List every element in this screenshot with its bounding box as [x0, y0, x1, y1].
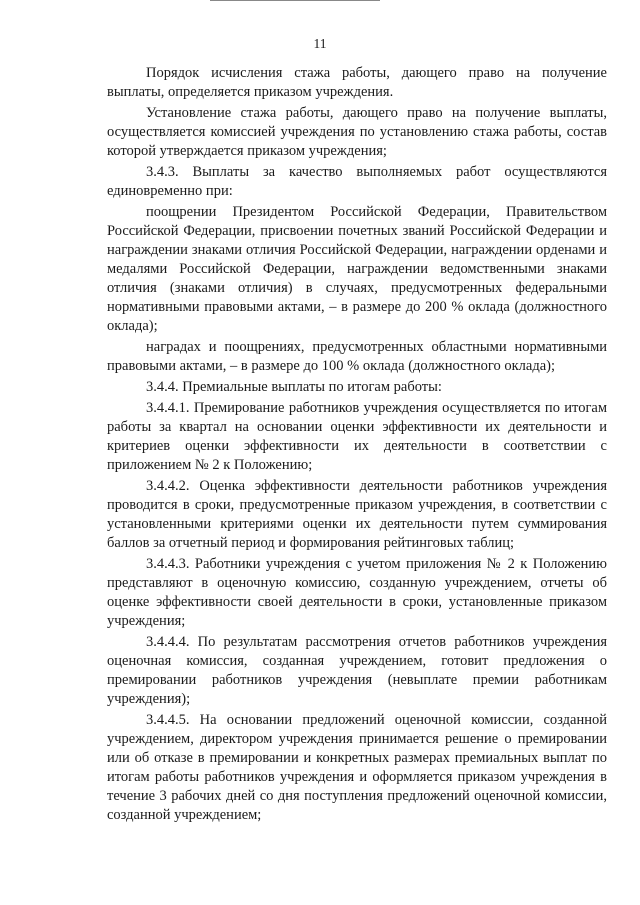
paragraph-3-4-4-5: 3.4.4.5. На основании предложений оценочной комиссии, созданной учреждением, директором учреждения принимается решение о премировании или об отказе в премировании и конкретных размерах премиальных выплат по итогам работы работников учреждения и оформляется приказом учреждения в течение 3 рабочих дней со дня поступления предложений оценочной комиссии, созданной учреждением; [107, 712, 607, 823]
paragraph-3-4-4-1: 3.4.4.1. Премирование работников учреждения осуществляется по итогам работы за квартал на основании оценки эффективности их деятельности и критериев оценки эффективности их деятельности в соответствии с приложением № 2 к Положению; [107, 400, 607, 473]
page-number: 11 [313, 36, 327, 51]
paragraph-3-4-4-4: 3.4.4.4. По результатам рассмотрения отчетов работников учреждения оценочная комиссия, созданная учреждением, готовит предложения о премировании работников учреждения (невыплате премии работникам учреждения); [107, 634, 607, 707]
document-body [107, 64, 607, 827]
paragraph-3-4-4-2: 3.4.4.2. Оценка эффективности деятельности работников учреждения проводится в сроки, предусмотренные приказом учреждения, в соответствии с установленными критериями оценки их деятельности путем суммирования баллов за отчетный период и формирования рейтинговых таблиц; [107, 478, 607, 551]
top-rule [210, 0, 380, 1]
paragraph-3-4-3: 3.4.3. Выплаты за качество выполняемых работ осуществляются единовременно при: [107, 164, 607, 199]
paragraph-regional-awards: наградах и поощрениях, предусмотренных областными нормативными правовыми актами, – в размере до 100 % оклада (должностного оклада); [107, 339, 607, 374]
paragraph-seniority-order: Порядок исчисления стажа работы, дающего право на получение выплаты, определяется приказом учреждения. [107, 65, 607, 100]
paragraph-3-4-4-3: 3.4.4.3. Работники учреждения с учетом приложения № 2 к Положению представляют в оценочную комиссию, созданную учреждением, отчеты об оценке эффективности своей деятельности в сроки, установленные приказом учреждения; [107, 556, 607, 629]
paragraph-3-4-4: 3.4.4. Премиальные выплаты по итогам работы: [146, 379, 442, 395]
paragraph-federal-awards: поощрении Президентом Российской Федерации, Правительством Российской Федерации, присвоении почетных званий Российской Федерации и награждении знаками отличия Российской Федерации, награждении орденами и медалями Российской Федерации, награждении ведомственными знаками отличия (знаками отличия) в случаях, предусмотренных федеральными нормативными правовыми актами, – в размере до 200 % оклада (должностного оклада); [107, 204, 607, 334]
paragraph-seniority-commission: Установление стажа работы, дающего право на получение выплаты, осуществляется комиссией учреждения по установлению стажа работы, состав которой утверждается приказом учреждения; [107, 105, 607, 159]
